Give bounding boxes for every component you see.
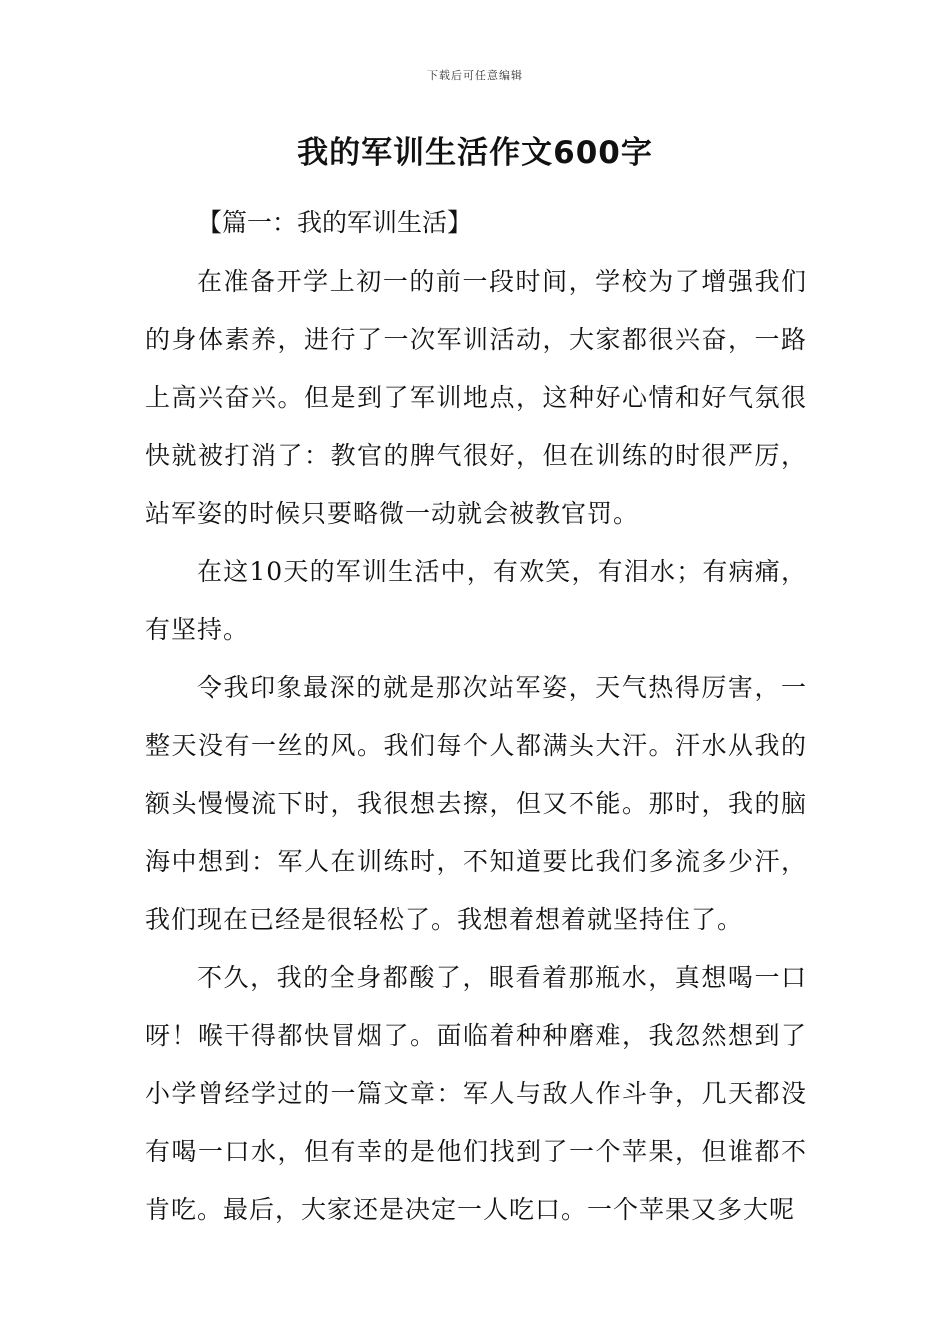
paragraph-4: 不久，我的全身都酸了，眼看着那瓶水，真想喝一口呀！喉干得都快冒烟了。面临着种种磨难，我忽然想到了小学曾经学过的一篇文章：军人与敌人作斗争，几天都没有喝一口水，但有幸的是他们找到了一个苹果，但谁都不肯吃。最后，大家还是决定一人吃口。一个苹果又多大呢 bbox=[145, 963, 807, 1224]
paragraph-3: 令我印象最深的就是那次站军姿，天气热得厉害，一整天没有一丝的风。我们每个人都满头大汗。汗水从我的额头慢慢流下时，我很想去擦，但又不能。那时，我的脑海中想到：军人在训练时，不知道要比我们多流多少汗，我们现在已经是很轻松了。我想着想着就坚持住了。 bbox=[145, 673, 807, 934]
document-body bbox=[145, 253, 807, 1239]
paragraph-2: 在这10天的军训生活中，有欢笑，有泪水；有病痛，有坚持。 bbox=[145, 557, 807, 644]
section-heading: 【篇一：我的军训生活】 bbox=[197, 208, 473, 237]
paragraph-1: 在准备开学上初一的前一段时间，学校为了增强我们的身体素养，进行了一次军训活动，大家都很兴奋，一路上高兴奋兴。但是到了军训地点，这种好心情和好气氛很快就被打消了：教官的脾气很好，但在训练的时很严厉，站军姿的时候只要略微一动就会被教官罚。 bbox=[145, 267, 807, 528]
document-title: 我的军训生活作文600字 bbox=[297, 135, 653, 171]
header-note: 下载后可任意编辑 bbox=[427, 69, 523, 82]
